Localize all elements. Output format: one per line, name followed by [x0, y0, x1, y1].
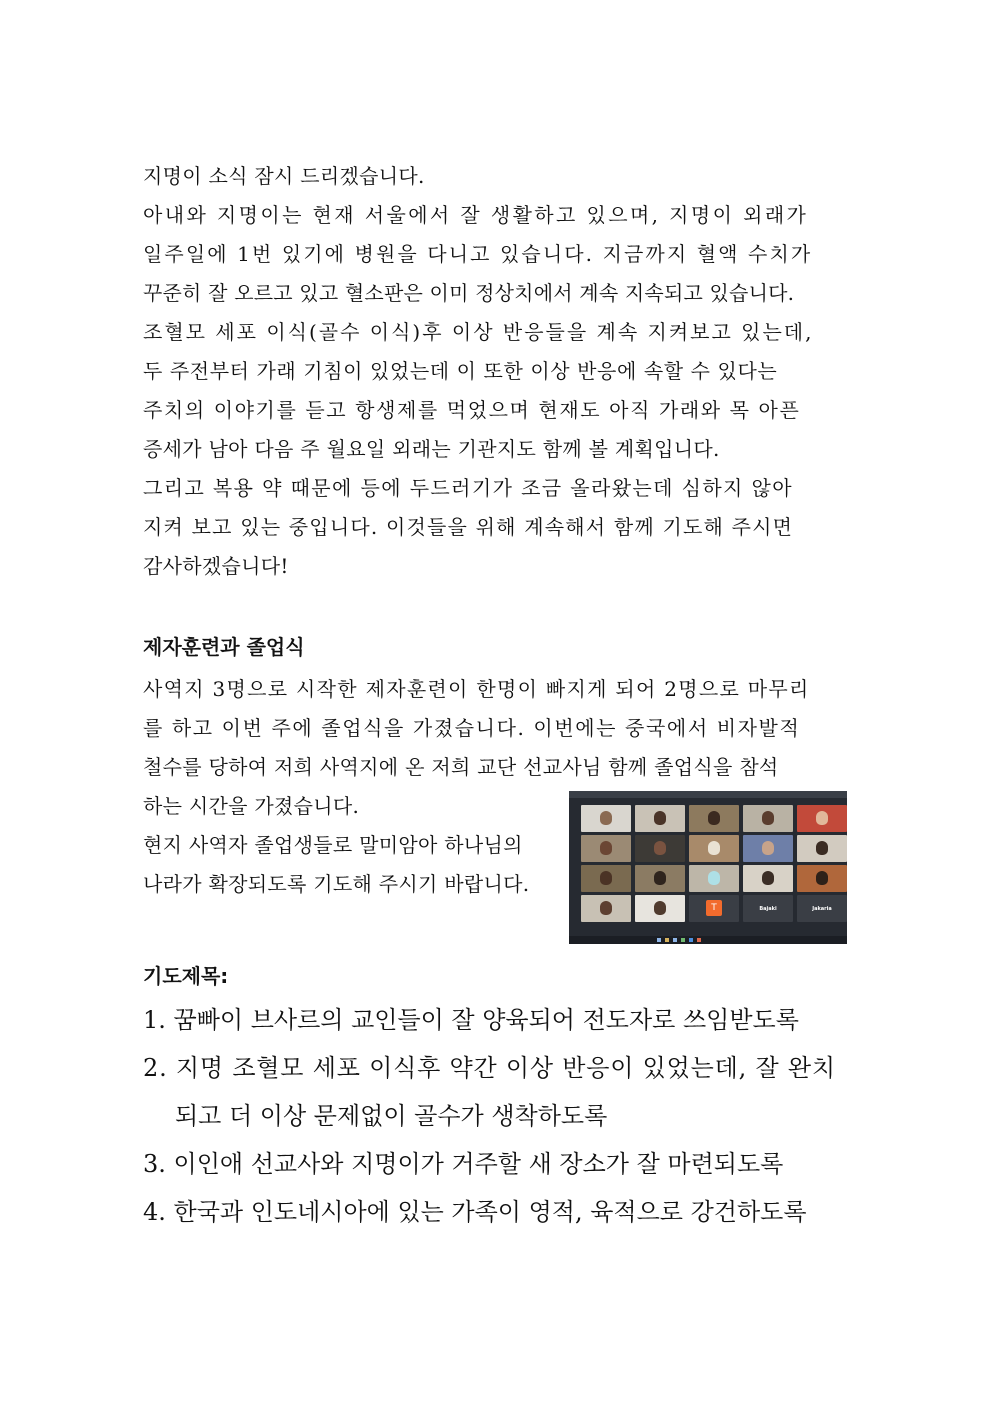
- intro-line: 지명이 소식 잠시 드리겠습니다.: [143, 164, 425, 188]
- training-line: 하는 시간을 가졌습니다.: [143, 794, 360, 818]
- intro-line: 증세가 남아 다음 주 월요일 외래는 기관지도 함께 볼 계획입니다.: [143, 437, 720, 461]
- participant-tile: [581, 895, 631, 922]
- os-taskbar: [569, 936, 847, 944]
- intro-line: 두 주전부터 가래 기침이 있었는데 이 또한 이상 반응에 속할 수 있다는: [143, 359, 778, 383]
- prayer-item: 3. 이인애 선교사와 지명이가 거주할 새 장소가 잘 마련되도록: [143, 1150, 784, 1178]
- training-line: 를 하고 이번 주에 졸업식을 가졌습니다. 이번에는 중국에서 비자발적: [143, 716, 801, 740]
- training-line: 철수를 당하여 저희 사역지에 온 저희 교단 선교사님 함께 졸업식을 참석: [143, 755, 779, 779]
- participant-tile: [743, 895, 793, 922]
- participant-tile: [689, 895, 739, 922]
- prayer-heading: 기도제목:: [143, 964, 229, 988]
- participant-tile: [797, 865, 847, 892]
- intro-line: 조혈모 세포 이식(골수 이식)후 이상 반응들을 계속 지켜보고 있는데,: [143, 320, 814, 344]
- participant-tile: [797, 805, 847, 832]
- prayer-item: 1. 꿈빠이 브사르의 교인들이 잘 양육되어 전도자로 쓰임받도록: [143, 1006, 799, 1034]
- participant-tile: [689, 805, 739, 832]
- intro-line: 그리고 복용 약 때문에 등에 두드러기가 조금 올라왔는데 심하지 않아: [143, 476, 793, 500]
- taskbar-icon: [657, 938, 661, 942]
- participant-tile: [635, 805, 685, 832]
- prayer-item-continuation: 되고 더 이상 문제없이 골수가 생착하도록: [175, 1102, 608, 1130]
- participant-tile: [797, 895, 847, 922]
- participant-tile: [635, 865, 685, 892]
- participant-tile: [743, 835, 793, 862]
- participant-tile: [743, 805, 793, 832]
- training-line: 사역지 3명으로 시작한 제자훈련이 한명이 빠지게 되어 2명으로 마무리: [143, 677, 810, 701]
- participant-tile: [689, 865, 739, 892]
- taskbar-icon: [689, 938, 693, 942]
- taskbar-icon: [665, 938, 669, 942]
- training-heading: 제자훈련과 졸업식: [143, 635, 305, 659]
- participant-tile: [689, 835, 739, 862]
- intro-line: 아내와 지명이는 현재 서울에서 잘 생활하고 있으며, 지명이 외래가: [143, 203, 809, 227]
- intro-line: 주치의 이야기를 듣고 항생제를 먹었으며 현재도 아직 가래와 목 아픈: [143, 398, 801, 422]
- participant-tile: [635, 895, 685, 922]
- intro-paragraph: [143, 157, 851, 586]
- prayer-list: [143, 996, 851, 1236]
- training-line: 나라가 확장되도록 기도해 주시기 바랍니다.: [143, 872, 530, 896]
- intro-line: 지켜 보고 있는 중입니다. 이것들을 위해 계속해서 함께 기도해 주시면: [143, 515, 794, 539]
- participant-tile: [797, 835, 847, 862]
- taskbar-icon: [697, 938, 701, 942]
- participant-tile: [581, 835, 631, 862]
- participant-tile: [581, 865, 631, 892]
- call-window-titlebar: [569, 791, 847, 798]
- training-line: 현지 사역자 졸업생들로 말미암아 하나님의: [143, 833, 523, 857]
- prayer-item: 4. 한국과 인도네시아에 있는 가족이 영적, 육적으로 강건하도록: [143, 1198, 807, 1226]
- participant-grid: [577, 802, 843, 922]
- taskbar-icon: [673, 938, 677, 942]
- participant-avatar: T: [706, 900, 722, 916]
- intro-line: 감사하겠습니다!: [143, 554, 289, 578]
- graduation-video-call-photo: [569, 791, 847, 944]
- intro-line: 꾸준히 잘 오르고 있고 혈소판은 이미 정상치에서 계속 지속되고 있습니다.: [143, 281, 795, 305]
- participant-name: Bajaki: [759, 906, 777, 912]
- participant-tile: [581, 805, 631, 832]
- participant-tile: [635, 835, 685, 862]
- participant-name: Jakaria: [812, 906, 832, 912]
- participant-tile: [743, 865, 793, 892]
- intro-line: 일주일에 1번 있기에 병원을 다니고 있습니다. 지금까지 혈액 수치가: [143, 242, 813, 266]
- taskbar-icon: [681, 938, 685, 942]
- prayer-item: 2. 지명 조혈모 세포 이식후 약간 이상 반응이 있었는데, 잘 완치: [143, 1054, 836, 1082]
